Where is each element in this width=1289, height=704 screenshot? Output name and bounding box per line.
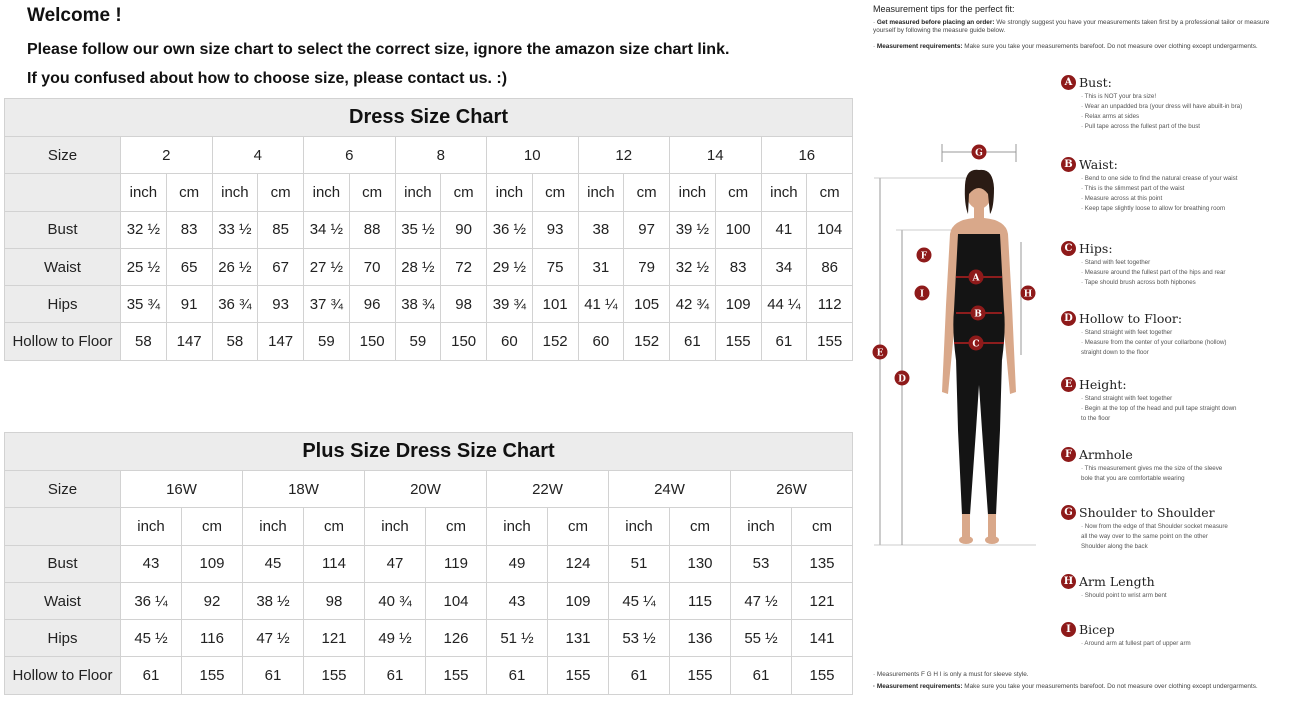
table-cell: 141 xyxy=(792,620,853,657)
table-cell: 31 xyxy=(578,248,624,285)
size-column-header: 14 xyxy=(670,137,762,174)
table-cell: 155 xyxy=(807,323,853,360)
size-column-header: 18W xyxy=(243,471,365,508)
table-cell: 109 xyxy=(715,286,761,323)
letter-badge: I xyxy=(1061,622,1076,637)
table-cell: 97 xyxy=(624,211,670,248)
bullet-text: · Should point to wrist arm bent xyxy=(1081,592,1167,599)
table-cell: 53 xyxy=(731,545,792,582)
table-cell: 92 xyxy=(182,582,243,619)
foot-note-requirements-label: · Measurement requirements: xyxy=(873,683,963,690)
table-cell: 86 xyxy=(807,248,853,285)
section-header xyxy=(1061,504,1287,520)
bullet-text: · Begin at the top of the head and pull tape straight down xyxy=(1081,405,1237,412)
table-cell: 105 xyxy=(624,286,670,323)
table-cell: 155 xyxy=(792,657,853,694)
table-cell: 45 ½ xyxy=(121,620,182,657)
section-bullets xyxy=(1081,394,1287,424)
figure-marker-label: G xyxy=(975,148,983,159)
section-bullets xyxy=(1081,328,1287,358)
welcome-heading: Welcome ! xyxy=(27,5,122,26)
tip-get-measured-text: We strongly suggest you have your measurements taken first by a professional tailor or measure yourself by following the measure guide below. xyxy=(873,19,1270,34)
bullet-text: · Bend to one side to find the natural crease of your waist xyxy=(1081,175,1238,182)
table-cell: 112 xyxy=(807,286,853,323)
table-cell: 109 xyxy=(182,545,243,582)
table-cell: 61 xyxy=(761,323,807,360)
measurement-label: Hollow to Floor xyxy=(5,323,121,360)
table-cell: 36 ¼ xyxy=(121,582,182,619)
bullet-text: bole that you are comfortable wearing xyxy=(1081,475,1185,482)
section-bullets xyxy=(1081,174,1287,214)
table-cell: 51 ½ xyxy=(487,620,548,657)
measurement-label: Hollow to Floor xyxy=(5,657,121,694)
table-cell: 121 xyxy=(792,582,853,619)
figure-marker-label: H xyxy=(1023,289,1033,300)
table-cell: 36 ½ xyxy=(487,211,533,248)
table-cell: 43 xyxy=(487,582,548,619)
measurement-label: Bust xyxy=(5,545,121,582)
measurement-label: Waist xyxy=(5,582,121,619)
bullet-text: · Tape should brush across both hipbones xyxy=(1081,279,1196,286)
table-cell: 38 ¾ xyxy=(395,286,441,323)
table-cell: 41 xyxy=(761,211,807,248)
table-cell: 150 xyxy=(349,323,395,360)
table-cell: 130 xyxy=(670,545,731,582)
unit-inch: inch xyxy=(670,174,716,211)
table-cell: 25 ½ xyxy=(121,248,167,285)
letter-badge: F xyxy=(1061,447,1076,462)
tip-get-measured: · Get measured before placing an order: We strongly suggest you have your measurements taken first by a professional tailor or measure yourself by following the measure guide below. xyxy=(873,19,1270,34)
table-cell: 136 xyxy=(670,620,731,657)
bullet-text: · Relax arms at sides xyxy=(1081,113,1140,120)
table-cell: 83 xyxy=(166,211,212,248)
measurement-label: Hips xyxy=(5,620,121,657)
chart-title: Dress Size Chart xyxy=(5,99,853,137)
table-cell: 59 xyxy=(304,323,350,360)
table-cell: 34 ½ xyxy=(304,211,350,248)
table-cell: 115 xyxy=(670,582,731,619)
section-title: Hollow to Floor: xyxy=(1079,310,1183,326)
table-cell: 61 xyxy=(487,657,548,694)
dress-size-chart xyxy=(4,98,853,361)
table-cell: 45 xyxy=(243,545,304,582)
table-cell: 40 ¾ xyxy=(365,582,426,619)
letter-badge: C xyxy=(1061,241,1076,256)
table-cell: 41 ¼ xyxy=(578,286,624,323)
section-bullets xyxy=(1081,258,1287,288)
measure-section-g xyxy=(1061,504,1287,552)
section-title: Shoulder to Shoulder xyxy=(1079,504,1215,520)
table-cell: 155 xyxy=(715,323,761,360)
unit-row-label xyxy=(5,508,121,545)
table-cell: 83 xyxy=(715,248,761,285)
measure-section-f xyxy=(1061,446,1287,484)
figure-marker-label: I xyxy=(919,289,925,300)
bullet-text: · Pull tape across the fullest part of the bust xyxy=(1081,123,1201,130)
instruction-line-1: Please follow our own size chart to select the correct size, ignore the amazon size chart link. xyxy=(27,41,730,58)
foot-note-sleeve: · Measurements F G H I is only a must for sleeve style. xyxy=(873,671,1029,678)
size-column-header: 12 xyxy=(578,137,670,174)
table-cell: 72 xyxy=(441,248,487,285)
table-cell: 47 ½ xyxy=(731,582,792,619)
unit-inch: inch xyxy=(212,174,258,211)
unit-cm: cm xyxy=(258,174,304,211)
unit-cm: cm xyxy=(304,508,365,545)
table-cell: 39 ¾ xyxy=(487,286,533,323)
size-column-header: 20W xyxy=(365,471,487,508)
table-cell: 155 xyxy=(548,657,609,694)
table-cell: 42 ¾ xyxy=(670,286,716,323)
letter-badge: E xyxy=(1061,377,1076,392)
measure-section-b xyxy=(1061,156,1287,214)
table-cell: 37 ¾ xyxy=(304,286,350,323)
section-title: Bust: xyxy=(1079,74,1112,90)
bullet-text: · Stand straight with feet together xyxy=(1081,329,1173,336)
table-cell: 44 ¼ xyxy=(761,286,807,323)
unit-cm: cm xyxy=(182,508,243,545)
figure-marker-label: E xyxy=(876,348,884,359)
unit-cm: cm xyxy=(624,174,670,211)
table-cell: 61 xyxy=(731,657,792,694)
table-cell: 33 ½ xyxy=(212,211,258,248)
table-cell: 88 xyxy=(349,211,395,248)
measurement-label: Hips xyxy=(5,286,121,323)
table-cell: 152 xyxy=(624,323,670,360)
table-cell: 61 xyxy=(365,657,426,694)
size-column-header: 4 xyxy=(212,137,304,174)
table-cell: 90 xyxy=(441,211,487,248)
letter-badge: H xyxy=(1061,574,1076,589)
table-cell: 32 ½ xyxy=(670,248,716,285)
section-bullets xyxy=(1081,639,1287,649)
table-cell: 70 xyxy=(349,248,395,285)
unit-cm: cm xyxy=(792,508,853,545)
table-cell: 91 xyxy=(166,286,212,323)
figure-marker-label: C xyxy=(972,339,980,350)
table-cell: 98 xyxy=(441,286,487,323)
table-cell: 61 xyxy=(609,657,670,694)
size-column-header: 2 xyxy=(121,137,213,174)
table-cell: 109 xyxy=(548,582,609,619)
table-cell: 58 xyxy=(212,323,258,360)
table-cell: 61 xyxy=(121,657,182,694)
section-title: Bicep xyxy=(1079,621,1115,637)
figure-marker-label: B xyxy=(974,309,982,320)
tips-heading: Measurement tips for the perfect fit: xyxy=(873,4,1015,14)
section-header xyxy=(1061,240,1287,256)
measure-section-e xyxy=(1061,376,1287,424)
table-row xyxy=(5,211,853,248)
bullet-text: · Keep tape slightly loose to allow for breathing room xyxy=(1081,205,1226,212)
table-cell: 126 xyxy=(426,620,487,657)
unit-inch: inch xyxy=(121,508,182,545)
table-cell: 43 xyxy=(121,545,182,582)
table-cell: 29 ½ xyxy=(487,248,533,285)
bullet-text: Shoulder along the back xyxy=(1081,543,1148,550)
table-cell: 59 xyxy=(395,323,441,360)
foot-note-requirements xyxy=(873,683,1285,691)
measurement-label: Bust xyxy=(5,211,121,248)
bullet-text: · Stand with feet together xyxy=(1081,259,1151,266)
table-cell: 65 xyxy=(166,248,212,285)
section-header xyxy=(1061,621,1287,637)
unit-inch: inch xyxy=(243,508,304,545)
measure-section-h xyxy=(1061,573,1287,601)
table-cell: 60 xyxy=(487,323,533,360)
unit-inch: inch xyxy=(761,174,807,211)
table-cell: 61 xyxy=(243,657,304,694)
table-cell: 131 xyxy=(548,620,609,657)
table-cell: 39 ½ xyxy=(670,211,716,248)
unit-cm: cm xyxy=(349,174,395,211)
table-cell: 124 xyxy=(548,545,609,582)
table-row xyxy=(5,582,853,619)
foot-note-requirements-text: Make sure you take your measurements barefoot. Do not measure over clothing except undergarments. xyxy=(962,683,1258,690)
table-cell: 58 xyxy=(121,323,167,360)
table-cell: 67 xyxy=(258,248,304,285)
table-cell: 150 xyxy=(441,323,487,360)
size-column-header: 16 xyxy=(761,137,853,174)
unit-cm: cm xyxy=(426,508,487,545)
table-cell: 36 ¾ xyxy=(212,286,258,323)
bullet-text: straight down to the floor xyxy=(1081,349,1149,356)
measure-section-i xyxy=(1061,621,1287,649)
table-cell: 35 ¾ xyxy=(121,286,167,323)
bullet-text: · Around arm at fullest part of upper arm xyxy=(1081,640,1191,647)
table-cell: 60 xyxy=(578,323,624,360)
table-cell: 49 xyxy=(487,545,548,582)
unit-cm: cm xyxy=(807,174,853,211)
size-header: Size xyxy=(5,471,121,508)
plus-size-chart xyxy=(4,432,853,695)
section-header xyxy=(1061,573,1287,589)
table-cell: 28 ½ xyxy=(395,248,441,285)
chart-title: Plus Size Dress Size Chart xyxy=(5,433,853,471)
tip-requirements-text: Make sure you take your measurements barefoot. Do not measure over clothing except undergarments. xyxy=(962,43,1258,50)
table-cell: 96 xyxy=(349,286,395,323)
size-column-header: 22W xyxy=(487,471,609,508)
table-cell: 85 xyxy=(258,211,304,248)
measurement-label: Waist xyxy=(5,248,121,285)
unit-row-label xyxy=(5,174,121,211)
table-cell: 119 xyxy=(426,545,487,582)
unit-cm: cm xyxy=(715,174,761,211)
size-column-header: 8 xyxy=(395,137,487,174)
size-column-header: 26W xyxy=(731,471,853,508)
table-cell: 155 xyxy=(426,657,487,694)
table-cell: 79 xyxy=(624,248,670,285)
table-row xyxy=(5,286,853,323)
table-cell: 26 ½ xyxy=(212,248,258,285)
table-cell: 53 ½ xyxy=(609,620,670,657)
table-cell: 27 ½ xyxy=(304,248,350,285)
figure-marker-label: A xyxy=(972,273,980,284)
unit-inch: inch xyxy=(487,508,548,545)
table-cell: 114 xyxy=(304,545,365,582)
bullet-text: · Measure around the fullest part of the hips and rear xyxy=(1081,269,1226,276)
bullet-text: to the floor xyxy=(1081,415,1111,422)
table-cell: 35 ½ xyxy=(395,211,441,248)
unit-inch: inch xyxy=(578,174,624,211)
table-cell: 104 xyxy=(426,582,487,619)
section-bullets xyxy=(1081,92,1287,132)
table-cell: 152 xyxy=(532,323,578,360)
bullet-text: · Measure from the center of your collarbone (hollow) xyxy=(1081,339,1227,346)
bullet-text: · Stand straight with feet together xyxy=(1081,395,1173,402)
table-cell: 61 xyxy=(670,323,716,360)
measure-section-d xyxy=(1061,310,1287,358)
size-column-header: 24W xyxy=(609,471,731,508)
table-row xyxy=(5,657,853,694)
table-cell: 155 xyxy=(182,657,243,694)
measure-section-c xyxy=(1061,240,1287,288)
tip-get-measured-label: Get measured before placing an order: xyxy=(876,19,995,26)
table-cell: 101 xyxy=(532,286,578,323)
unit-inch: inch xyxy=(395,174,441,211)
section-bullets xyxy=(1081,522,1287,552)
table-cell: 38 xyxy=(578,211,624,248)
table-cell: 93 xyxy=(532,211,578,248)
section-title: Armhole xyxy=(1079,446,1133,462)
table-cell: 116 xyxy=(182,620,243,657)
unit-cm: cm xyxy=(441,174,487,211)
table-cell: 98 xyxy=(304,582,365,619)
bullet-text: · This measurement gives me the size of the sleeve xyxy=(1081,465,1223,472)
table-cell: 121 xyxy=(304,620,365,657)
section-title: Hips: xyxy=(1079,240,1113,256)
unit-cm: cm xyxy=(166,174,212,211)
measurement-guide xyxy=(866,0,1289,704)
unit-inch: inch xyxy=(487,174,533,211)
table-cell: 135 xyxy=(792,545,853,582)
table-cell: 47 xyxy=(365,545,426,582)
unit-inch: inch xyxy=(365,508,426,545)
table-cell: 75 xyxy=(532,248,578,285)
table-cell: 104 xyxy=(807,211,853,248)
table-row xyxy=(5,248,853,285)
unit-cm: cm xyxy=(548,508,609,545)
unit-inch: inch xyxy=(304,174,350,211)
measure-section-a xyxy=(1061,74,1287,132)
table-cell: 34 xyxy=(761,248,807,285)
table-cell: 45 ¼ xyxy=(609,582,670,619)
table-cell: 155 xyxy=(304,657,365,694)
size-column-header: 6 xyxy=(304,137,396,174)
table-row xyxy=(5,323,853,360)
section-header xyxy=(1061,156,1287,172)
table-cell: 155 xyxy=(670,657,731,694)
instruction-line-2: If you confused about how to choose size, please contact us. :) xyxy=(27,70,508,87)
bullet-text: · This is NOT your bra size! xyxy=(1081,93,1157,100)
section-title: Arm Length xyxy=(1079,573,1155,589)
table-cell: 100 xyxy=(715,211,761,248)
tip-requirements-label: Measurement requirements: xyxy=(876,43,963,50)
table-cell: 147 xyxy=(166,323,212,360)
tip-requirements: · Measurement requirements: Make sure you take your measurements barefoot. Do not measure over clothing except undergarments. xyxy=(873,43,1258,50)
letter-badge: B xyxy=(1061,157,1076,172)
letter-badge: D xyxy=(1061,311,1076,326)
section-title: Height: xyxy=(1079,376,1127,392)
section-header xyxy=(1061,74,1287,90)
table-cell: 55 ½ xyxy=(731,620,792,657)
unit-cm: cm xyxy=(532,174,578,211)
table-cell: 147 xyxy=(258,323,304,360)
figure-marker-label: F xyxy=(920,251,928,262)
table-cell: 38 ½ xyxy=(243,582,304,619)
section-bullets xyxy=(1081,464,1287,484)
unit-inch: inch xyxy=(731,508,792,545)
table-cell: 32 ½ xyxy=(121,211,167,248)
section-bullets xyxy=(1081,591,1287,601)
table-cell: 93 xyxy=(258,286,304,323)
bullet-text: · Now from the edge of that Shoulder socket measure xyxy=(1081,523,1228,530)
bullet-text: · This is the slimmest part of the waist xyxy=(1081,185,1185,192)
section-header xyxy=(1061,310,1287,326)
size-header: Size xyxy=(5,137,121,174)
unit-inch: inch xyxy=(609,508,670,545)
bullet-text: · Wear an unpadded bra (your dress will have abuilt-in bra) xyxy=(1081,103,1243,110)
size-column-header: 10 xyxy=(487,137,579,174)
unit-inch: inch xyxy=(121,174,167,211)
section-header xyxy=(1061,376,1287,392)
table-cell: 49 ½ xyxy=(365,620,426,657)
figure-leggings xyxy=(956,358,1002,515)
bullet-text: all the way over to the same point on the other xyxy=(1081,533,1208,540)
letter-badge: A xyxy=(1061,75,1076,90)
section-header xyxy=(1061,446,1287,462)
table-cell: 47 ½ xyxy=(243,620,304,657)
table-cell: 51 xyxy=(609,545,670,582)
bullet-text: · Measure across at this point xyxy=(1081,195,1163,202)
table-row xyxy=(5,545,853,582)
size-column-header: 16W xyxy=(121,471,243,508)
section-title: Waist: xyxy=(1079,156,1118,172)
table-row xyxy=(5,620,853,657)
unit-cm: cm xyxy=(670,508,731,545)
body-measurement-figure xyxy=(866,130,1056,560)
letter-badge: G xyxy=(1061,505,1076,520)
figure-marker-label: D xyxy=(898,374,906,385)
